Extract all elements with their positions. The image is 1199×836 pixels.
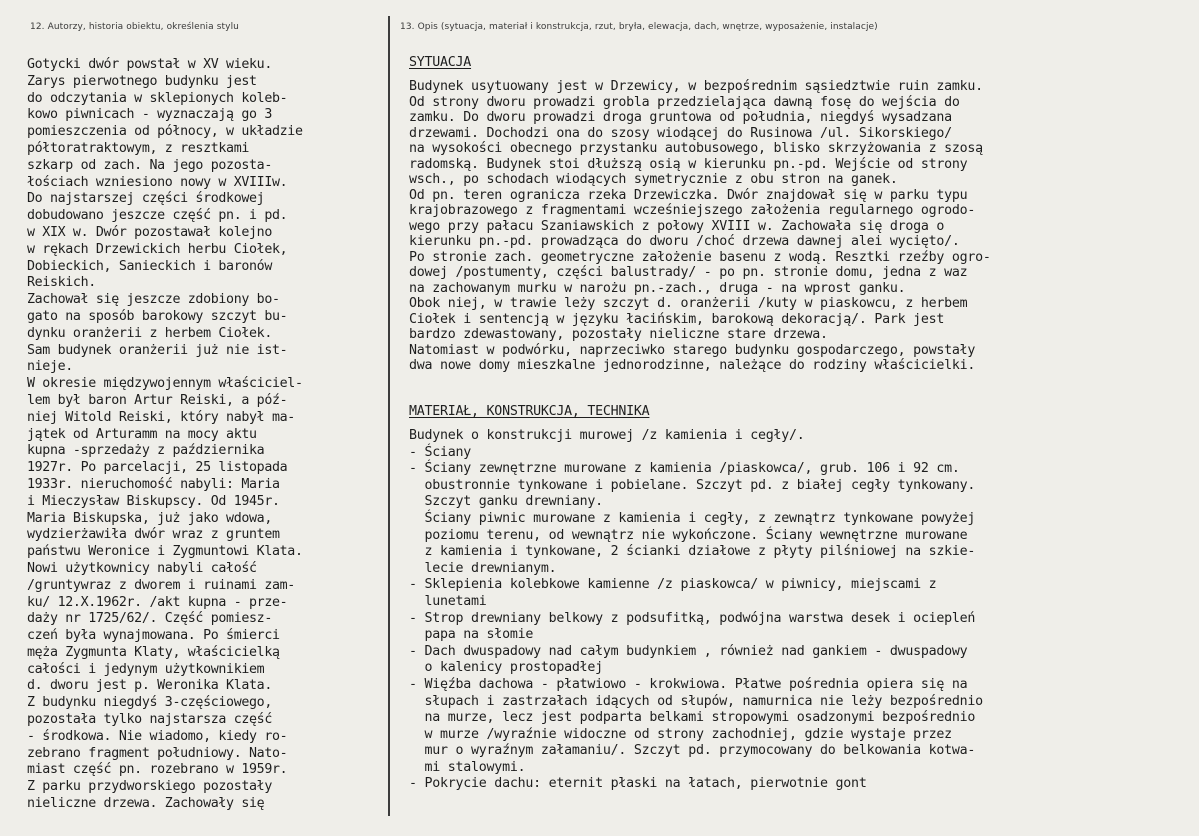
history-line: d. dworu jest p. Weronika Klata. bbox=[27, 678, 272, 694]
sytuacja-line: dowej /postumenty, części balustrady/ - po pn. stronie domu, jedna z waz bbox=[409, 265, 968, 280]
history-line: lem był baron Artur Reiski, a póź- bbox=[27, 392, 288, 408]
column-divider bbox=[388, 16, 390, 816]
history-line: Zachował się jeszcze zdobiony bo- bbox=[27, 292, 280, 308]
material-line: słupach i zastrzałach idących od słupów, namurnica nie leży bezpośrednio bbox=[409, 693, 983, 709]
material-line: - Ściany zewnętrzne murowane z kamienia /piaskowca/, grub. 106 i 92 cm. bbox=[409, 461, 960, 477]
sytuacja-line: Od pn. teren ogranicza rzeka Drzewiczka. Dwór znajdował się w parku typu bbox=[409, 187, 968, 203]
sytuacja-line: drzewami. Dochodzi ona do szosy wiodącej do Rusinowa /ul. Sikorskiego/ bbox=[409, 125, 952, 141]
history-line: Z parku przydworskiego pozostały bbox=[27, 779, 272, 795]
sytuacja-line: krajobrazowego z fragmentami wcześniejszego założenia regularnego ogrodo- bbox=[409, 203, 976, 218]
left-column-header: 12. Autorzy, historia obiektu, określenia stylu bbox=[30, 22, 239, 32]
sytuacja-line: wsch., po schodach wiodących symetrycznie z obu stron na ganek. bbox=[409, 172, 898, 187]
material-line: - Więźba dachowa - płatwiowo - krokwiowa. Płatwe pośrednia opiera się na bbox=[409, 676, 968, 692]
material-line: papa na słomie bbox=[409, 627, 534, 643]
sytuacja-line: radomską. Budynek stoi dłuższą osią w kierunku pn.-pd. Wejście od strony bbox=[409, 156, 968, 172]
history-line: Reiskich. bbox=[27, 275, 96, 291]
history-line: /gruntywraz z dworem i ruinami zam- bbox=[27, 577, 295, 593]
history-line: dynku oranżerii z herbem Ciołek. bbox=[27, 325, 272, 341]
history-line: Nowi użytkownicy nabyli całość bbox=[27, 560, 257, 576]
history-line: Maria Biskupska, już jako wdowa, bbox=[27, 510, 272, 526]
sytuacja-line: Natomiast w podwórku, naprzeciwko starego budynku gospodarczego, powstały bbox=[409, 342, 976, 358]
material-line: Szczyt ganku drewniany. bbox=[409, 494, 603, 510]
history-line: zebrano fragment południowy. Nato- bbox=[27, 745, 288, 761]
history-line: państwu Weronice i Zygmuntowi Klata. bbox=[27, 544, 303, 560]
material-line: mur o wyraźnym załamaniu/. Szczyt pd. przymocowany do belkowania kotwa- bbox=[409, 743, 976, 759]
history-line: i Mieczysław Biskupscy. Od 1945r. bbox=[27, 493, 280, 509]
history-line: ku/ 12.X.1962r. /akt kupna - prze- bbox=[27, 594, 288, 610]
history-line: Gotycki dwór powstał w XV wieku. bbox=[27, 57, 272, 72]
history-line: w XIX w. Dwór pozostawał kolejno bbox=[27, 224, 272, 240]
history-line: Dobieckich, Sanieckich i baronów bbox=[27, 258, 272, 274]
material-line: - Ściany bbox=[409, 444, 472, 460]
sytuacja-line: dwa nowe domy mieszkalne jednorodzinne, należące do rodziny właścicielki. bbox=[409, 358, 976, 373]
history-line: jątek od Arturamm na mocy aktu bbox=[27, 426, 257, 442]
sytuacja-line: Po stronie zach. geometryczne założenie basenu z wodą. Resztki rzeźby ogro- bbox=[409, 249, 991, 265]
material-line: w murze /wyraźnie widoczne od strony zachodniej, gdzie wystaje przez bbox=[409, 726, 952, 742]
material-line: lecie drewnianym. bbox=[409, 560, 557, 576]
history-line: kupna -sprzedaży z października bbox=[27, 443, 265, 459]
sytuacja-text bbox=[409, 79, 991, 374]
history-line: w rękach Drzewickich herbu Ciołek, bbox=[27, 241, 288, 257]
history-line: półtoratraktowym, z resztkami bbox=[27, 140, 250, 156]
material-line: o kalenicy prostopadłej bbox=[409, 660, 603, 676]
material-line: - Sklepienia kolebkowe kamienne /z piaskowca/ w piwnicy, miejscami z bbox=[409, 577, 937, 593]
history-line: do odczytania w sklepionych koleb- bbox=[27, 90, 288, 106]
sytuacja-line: Od strony dworu prowadzi grobla przedzielająca dawną fosę do wejścia do bbox=[409, 94, 960, 110]
material-line: z kamienia i tynkowane, 2 ścianki działowe z płyty pilśniowej na szkie- bbox=[409, 544, 976, 560]
material-line: mi stalowymi. bbox=[409, 759, 526, 775]
history-line: łościach wzniesiono nowy w XVIIIw. bbox=[27, 174, 288, 190]
history-line: wydzierżawiła dwór wraz z gruntem bbox=[27, 527, 280, 543]
sytuacja-line: na zachowanym murku w narożu pn.-zach., druga - na wprost ganku. bbox=[409, 280, 906, 296]
material-line: Budynek o konstrukcji murowej /z kamienia i cegły/. bbox=[409, 428, 805, 443]
history-line: gato na sposób barokowy szczyt bu- bbox=[27, 308, 288, 324]
sytuacja-line: kierunku pn.-pd. prowadząca do dworu /choć drzewa dawnej alei wycięto/. bbox=[409, 234, 960, 249]
history-line: W okresie międzywojennym właściciel- bbox=[27, 376, 303, 392]
history-line: Zarys pierwotnego budynku jest bbox=[27, 73, 257, 89]
history-text bbox=[27, 57, 303, 813]
history-line: 1927r. Po parcelacji, 25 listopada bbox=[27, 460, 288, 476]
material-text bbox=[409, 428, 983, 793]
history-line: Sam budynek oranżerii już nie ist- bbox=[27, 342, 288, 358]
history-line: pomieszczenia od północy, w układzie bbox=[27, 124, 303, 140]
material-line: lunetami bbox=[409, 593, 487, 609]
material-line: obustronnie tynkowane i pobielane. Szczyt pd. z białej cegły tynkowany. bbox=[409, 477, 976, 493]
history-line: 1933r. nieruchomość nabyli: Maria bbox=[27, 476, 280, 492]
history-line: całości i jedynym użytkownikiem bbox=[27, 661, 265, 677]
history-line: pozostała tylko najstarsza część bbox=[27, 712, 272, 728]
history-line: Z budynku niegdyś 3-częściowego, bbox=[27, 695, 272, 711]
sytuacja-line: bardzo zdewastowany, pozostały nieliczne stare drzewa. bbox=[409, 327, 828, 342]
sytuacja-line: Ciołek i sentencją w języku łacińskim, barokową dekoracją/. Park jest bbox=[409, 311, 945, 327]
material-line: na murze, lecz jest podparta belkami stropowymi osadzonymi bezpośrednio bbox=[409, 710, 976, 726]
material-line: - Pokrycie dachu: eternit płaski na łatach, pierwotnie gont bbox=[409, 776, 867, 792]
sytuacja-line: na wysokości obecnego przystanku autobusowego, blisko skrzyżowania z szosą bbox=[409, 141, 983, 156]
material-line: poziomu terenu, od wewnątrz nie wykończone. Ściany wewnętrzne murowane bbox=[409, 527, 968, 543]
sytuacja-line: wego przy pałacu Szaniawskich z połowy XVIII w. Zachowała się droga o bbox=[409, 218, 945, 234]
material-line: Ściany piwnic murowane z kamienia i cegły, z zewnątrz tynkowane powyżej bbox=[409, 510, 976, 526]
history-line: czeń była wynajmowana. Po śmierci bbox=[27, 628, 280, 644]
sytuacja-line: zamku. Do dworu prowadzi droga gruntowa od południa, niegdyś wysadzana bbox=[409, 110, 952, 125]
sytuacja-line: Budynek usytuowany jest w Drzewicy, w bezpośrednim sąsiedztwie ruin zamku. bbox=[409, 79, 983, 94]
history-line: nieje. bbox=[27, 359, 73, 375]
section-heading-material: MATERIAŁ, KONSTRUKCJA, TECHNIKA bbox=[409, 404, 650, 419]
sytuacja-line: Obok niej, w trawie leży szczyt d. oranżerii /kuty w piaskowcu, z herbem bbox=[409, 296, 968, 311]
history-line: nieliczne drzewa. Zachowały się bbox=[27, 796, 265, 812]
history-line: - środkowa. Nie wiadomo, kiedy ro- bbox=[27, 728, 288, 744]
history-line: Do najstarszej części środkowej bbox=[27, 191, 265, 207]
history-line: szkarp od zach. Na jego pozosta- bbox=[27, 157, 272, 173]
section-heading-sytuacja: SYTUACJA bbox=[409, 55, 472, 70]
history-line: miast część pn. rozebrano w 1959r. bbox=[27, 762, 288, 778]
material-line: - Dach dwuspadowy nad całym budynkiem , również nad gankiem - dwuspadowy bbox=[409, 643, 968, 659]
history-line: dobudowano jeszcze część pn. i pd. bbox=[27, 208, 288, 224]
right-column-header: 13. Opis (sytuacja, materiał i konstrukcja, rzut, bryła, elewacja, dach, wnętrze, wyposażenie, instalacje) bbox=[400, 22, 878, 32]
history-line: daży nr 1725/62/. Część pomiesz- bbox=[27, 611, 272, 627]
history-line: męża Zygmunta Klaty, właścicielką bbox=[27, 644, 280, 660]
material-line: - Strop drewniany belkowy z podsufitką, podwójna warstwa desek i ociepleń bbox=[409, 610, 976, 626]
history-line: niej Witold Reiski, który nabył ma- bbox=[27, 409, 295, 425]
history-line: kowo piwnicach - wyznaczają go 3 bbox=[27, 107, 272, 123]
